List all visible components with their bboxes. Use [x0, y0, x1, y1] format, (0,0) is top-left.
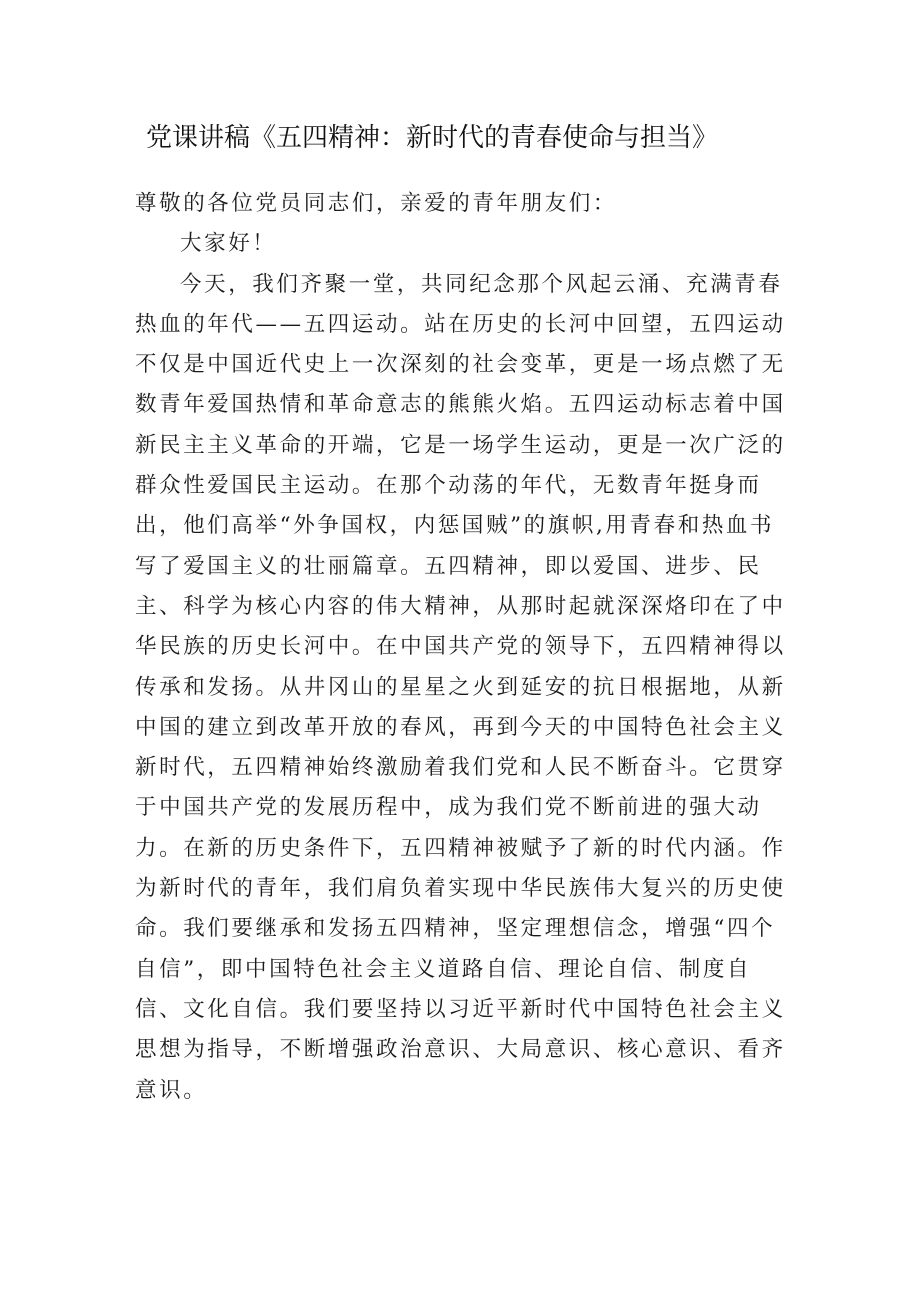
greeting-line: 大家好！: [180, 231, 277, 257]
body-paragraph: 今天，我们齐聚一堂，共同纪念那个风起云涌、充满青春热血的年代——五四运动。站在历史的长河中回望，五四运动不仅是中国近代史上一次深刻的社会变革，更是一场点燃了无数青年爱国热情和革命意志的熊熊火焰。五四运动标志着中国新民主主义革命的开端，它是一场学生运动，更是一次广泛的群众性爱国民主运动。在那个动荡的年代，无数青年挺身而出，他们高举“外争国权，内惩国贼”的旗帜,用青春和热血书写了爱国主义的壮丽篇章。五四精神，即以爱国、进步、民主、科学为核心内容的伟大精神，从那时起就深深烙印在了中华民族的历史长河中。在中国共产党的领导下，五四精神得以传承和发扬。从井冈山的星星之火到延安的抗日根据地，从新中国的建立到改革开放的春风，再到今天的中国特色社会主义新时代，五四精神始终激励着我们党和人民不断奋斗。它贯穿于中国共产党的发展历程中，成为我们党不断前进的强大动力。在新的历史条件下，五四精神被赋予了新的时代内涵。作为新时代的青年，我们肩负着实现中华民族伟大复兴的历史使命。我们要继承和发扬五四精神，坚定理想信念，增强“四个自信”，即中国特色社会主义道路自信、理论自信、制度自信、文化自信。我们要坚持以习近平新时代中国特色社会主义思想为指导，不断增强政治意识、大局意识、核心意识、看齐意识。: [135, 271, 786, 1103]
document-title: 党课讲稿《五四精神：新时代的青春使命与担当》: [146, 123, 719, 153]
salutation-line: 尊敬的各位党员同志们，亲爱的青年朋友们：: [135, 191, 618, 216]
document-body: [135, 184, 795, 1111]
